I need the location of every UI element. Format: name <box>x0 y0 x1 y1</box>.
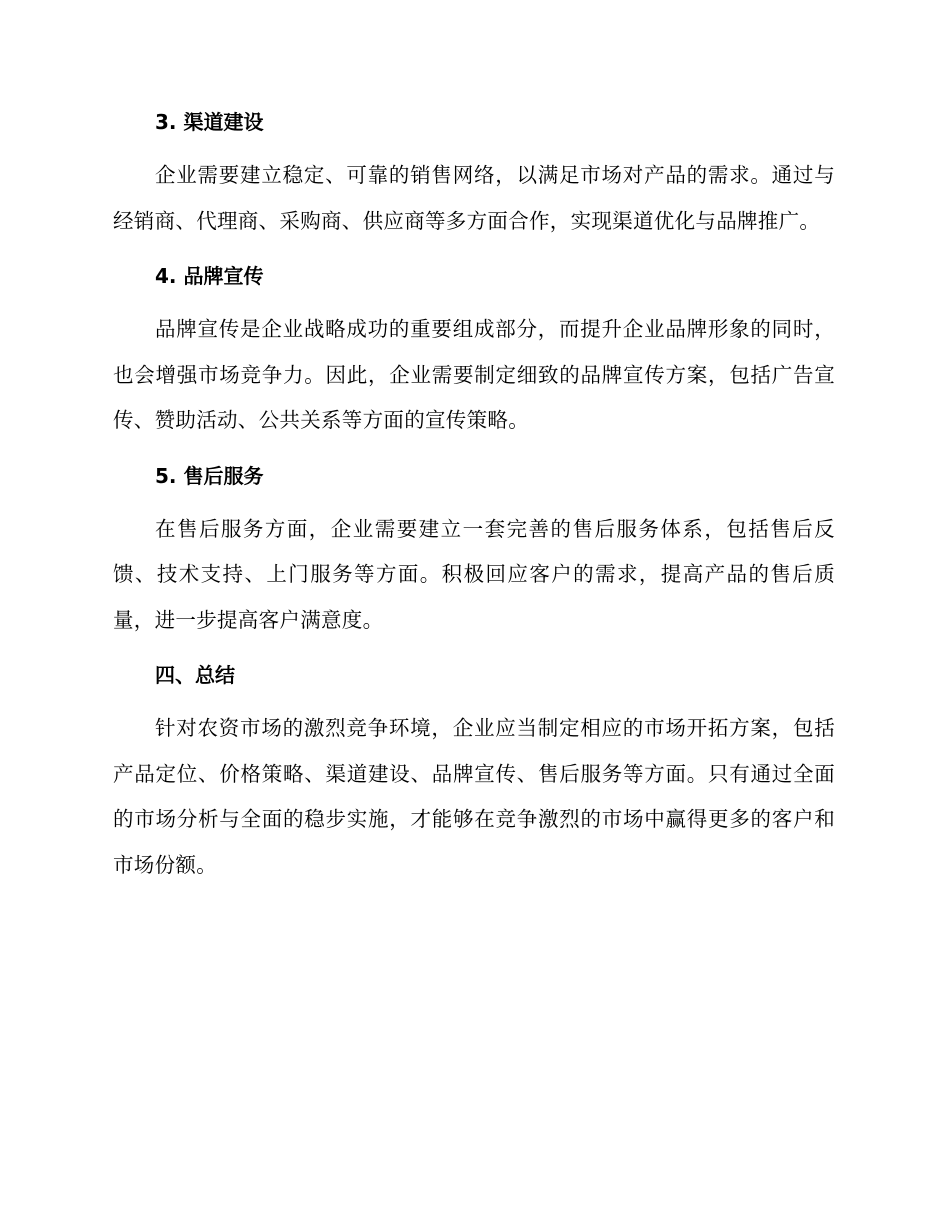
document-body <box>113 108 835 888</box>
section-heading: 四、总结 <box>155 663 235 687</box>
section-heading: 4. 品牌宣传 <box>155 264 264 288</box>
section-paragraph: 针对农资市场的激烈竞争环境，企业应当制定相应的市场开拓方案，包括产品定位、价格策略、渠道建设、品牌宣传、售后服务等方面。只有通过全面的市场分析与全面的稳步实施，才能够在竞争激烈的市场中赢得更多的客户和市场份额。 <box>113 716 835 877</box>
section-after-sales-service <box>113 462 835 662</box>
section-heading: 5. 售后服务 <box>155 463 264 488</box>
section-summary <box>113 661 835 888</box>
section-paragraph: 品牌宣传是企业战略成功的重要组成部分，而提升企业品牌形象的同时，也会增强市场竞争力。因此，企业需要制定细致的品牌宣传方案，包括广告宣传、赞助活动、公共关系等方面的宣传策略。 <box>113 317 835 432</box>
section-paragraph: 在售后服务方面，企业需要建立一套完善的售后服务体系，包括售后反馈、技术支持、上门服务等方面。积极回应客户的需求，提高产品的售后质量，进一步提高客户满意度。 <box>113 516 835 632</box>
section-brand-promotion <box>113 262 835 462</box>
section-paragraph: 企业需要建立稳定、可靠的销售网络，以满足市场对产品的需求。通过与经销商、代理商、采购商、供应商等多方面合作，实现渠道优化与品牌推广。 <box>113 163 835 233</box>
section-heading: 3. 渠道建设 <box>155 110 264 134</box>
section-channel-building <box>113 108 835 262</box>
